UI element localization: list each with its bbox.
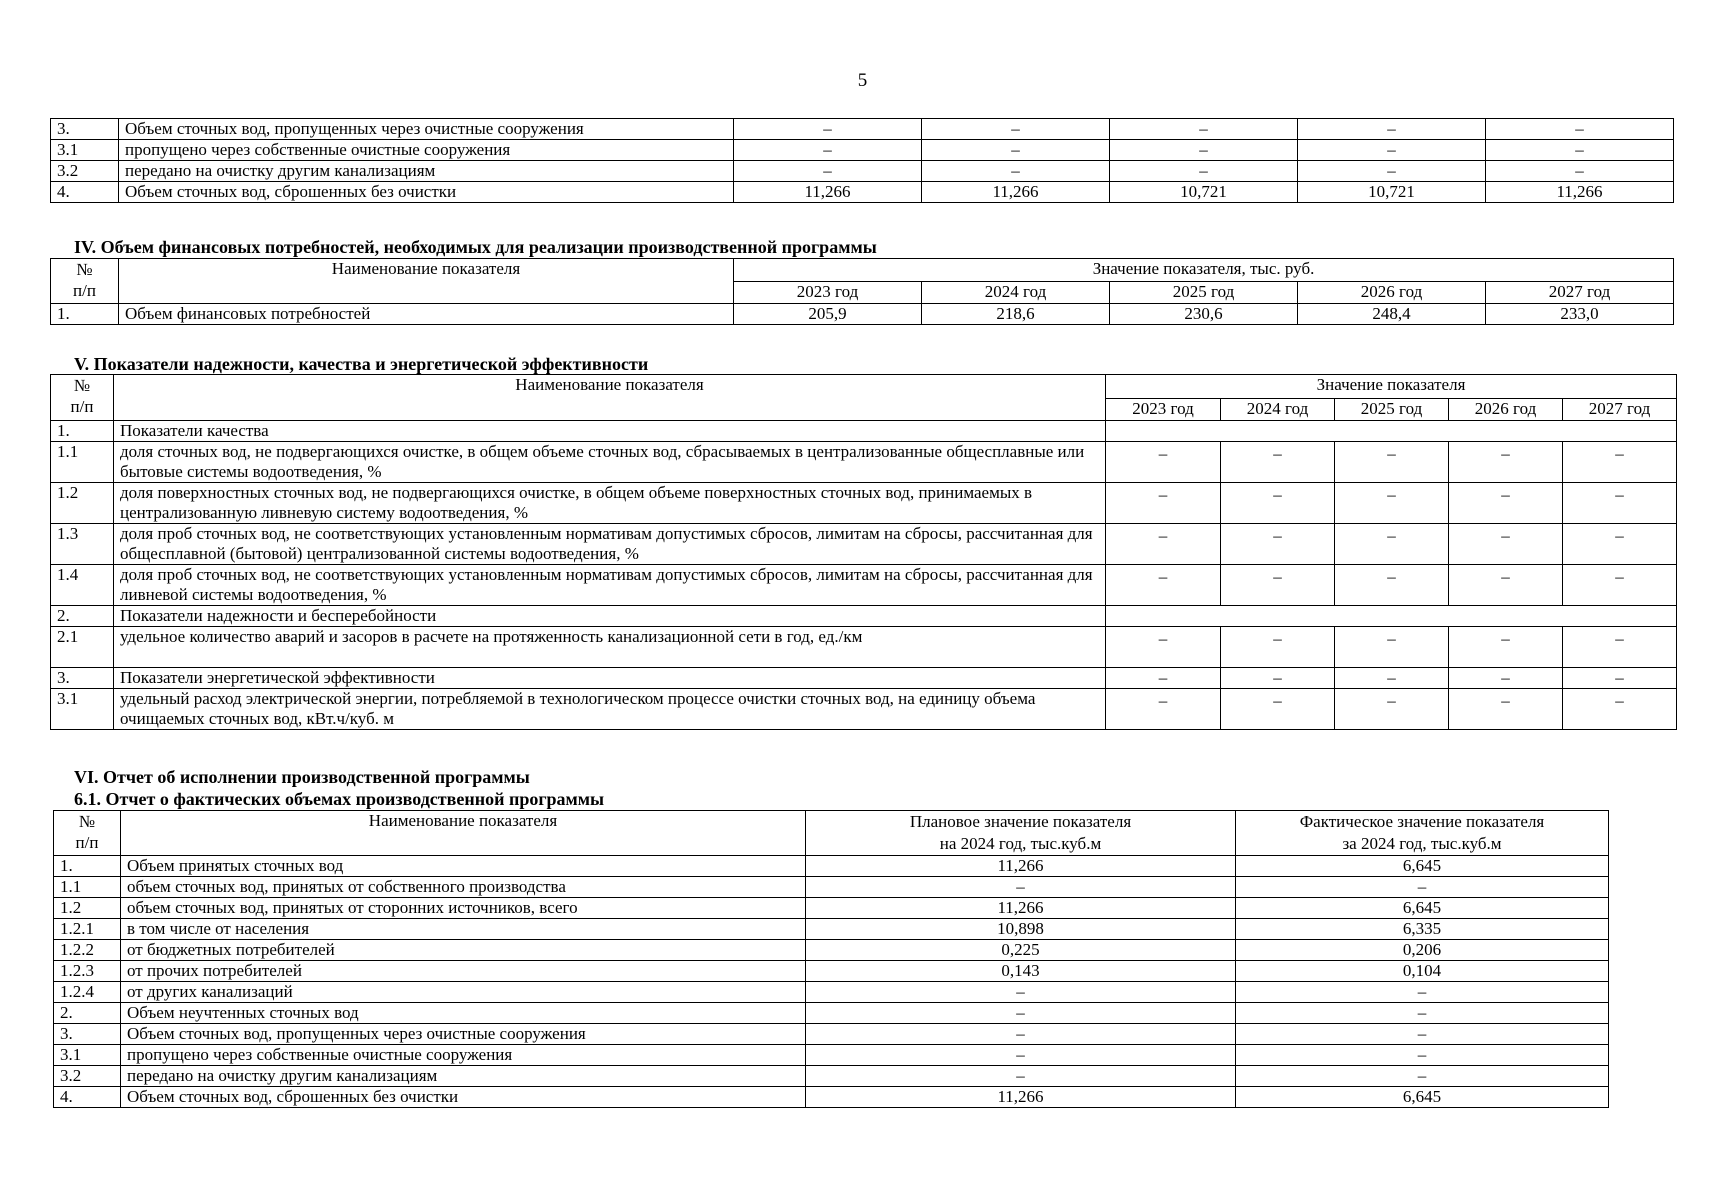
row-name: Показатели качества (114, 421, 1106, 442)
row-value: – (1110, 161, 1298, 182)
row-value: 11,266 (1486, 182, 1674, 203)
row-name: Объем финансовых потребностей (119, 304, 734, 325)
table-row (54, 856, 1609, 877)
row-value: 10,721 (1298, 182, 1486, 203)
header-number: № п/п (51, 375, 114, 421)
table-row (51, 119, 1674, 140)
row-value: – (1110, 119, 1298, 140)
table-row (54, 1024, 1609, 1045)
row-number: 3.2 (51, 161, 119, 182)
row-value: – (1335, 668, 1449, 689)
row-value: – (734, 119, 922, 140)
table-row (51, 161, 1674, 182)
row-value: 248,4 (1298, 304, 1486, 325)
row-plan-value: – (806, 1003, 1236, 1024)
row-value: – (1335, 524, 1449, 565)
table-row (54, 898, 1609, 919)
section-4-title: IV. Объем финансовых потребностей, необходимых для реализации производственной программы (74, 237, 877, 257)
row-value: – (1449, 524, 1563, 565)
table-row (54, 940, 1609, 961)
header-number: № п/п (54, 811, 121, 856)
row-number: 1.2.3 (54, 961, 121, 982)
section-6-title: VI. Отчет об исполнении производственной программы (74, 767, 530, 787)
row-value: – (1486, 119, 1674, 140)
row-plan-value: – (806, 1066, 1236, 1087)
row-number: 2. (54, 1003, 121, 1024)
row-value: – (1449, 627, 1563, 668)
row-number: 1. (54, 856, 121, 877)
row-number: 3.1 (51, 140, 119, 161)
row-value: – (1221, 483, 1335, 524)
row-name: доля сточных вод, не подвергающихся очистке, в общем объеме сточных вод, сбрасываемых в централизованные общесплавные или бытовые системы водоотведения, % (114, 442, 1106, 483)
row-value: 233,0 (1486, 304, 1674, 325)
row-plan-value: 10,898 (806, 919, 1236, 940)
row-value: – (734, 140, 922, 161)
row-name: пропущено через собственные очистные сооружения (119, 140, 734, 161)
row-name: доля проб сточных вод, не соответствующих установленным нормативам допустимых сбросов, лимитам на сбросы, рассчитанная для общесплавной (бытовой) централизованной системы водоотведения, % (114, 524, 1106, 565)
table-row (51, 668, 1677, 689)
table-row (54, 877, 1609, 898)
row-value-empty (1106, 421, 1677, 442)
row-value: – (1221, 565, 1335, 606)
table-row (54, 1045, 1609, 1066)
table-row (54, 1003, 1609, 1024)
header-year: 2025 год (1335, 399, 1449, 421)
row-name: от бюджетных потребителей (121, 940, 806, 961)
row-number: 2. (51, 606, 114, 627)
row-number: 4. (51, 182, 119, 203)
row-number: 3. (54, 1024, 121, 1045)
row-value: 218,6 (922, 304, 1110, 325)
table-row (51, 140, 1674, 161)
row-fact-value: 6,645 (1236, 1087, 1609, 1108)
row-name: от прочих потребителей (121, 961, 806, 982)
header-value: Значение показателя, тыс. руб. (734, 259, 1674, 282)
header-name: Наименование показателя (114, 375, 1106, 421)
row-fact-value: – (1236, 1045, 1609, 1066)
row-plan-value: – (806, 877, 1236, 898)
row-value: – (1563, 483, 1677, 524)
row-plan-value: – (806, 1024, 1236, 1045)
row-plan-value: – (806, 982, 1236, 1003)
table-row (51, 304, 1674, 325)
row-name: объем сточных вод, принятых от сторонних источников, всего (121, 898, 806, 919)
row-fact-value: 6,645 (1236, 898, 1609, 919)
table-row (51, 483, 1677, 524)
row-value: – (1563, 668, 1677, 689)
row-number: 1.2.4 (54, 982, 121, 1003)
table-row (54, 1066, 1609, 1087)
header-plan: Плановое значение показателя на 2024 год, тыс.куб.м (806, 811, 1236, 856)
row-number: 1.2.2 (54, 940, 121, 961)
header-name: Наименование показателя (119, 259, 734, 304)
header-year: 2024 год (1221, 399, 1335, 421)
row-value: – (1298, 161, 1486, 182)
row-value: – (1335, 689, 1449, 730)
row-name: Объем принятых сточных вод (121, 856, 806, 877)
section-6-subtitle: 6.1. Отчет о фактических объемах производственной программы (74, 789, 605, 809)
table-section-3-continued (50, 118, 1674, 203)
row-value: – (1298, 140, 1486, 161)
row-value: – (1221, 689, 1335, 730)
row-fact-value: 0,104 (1236, 961, 1609, 982)
row-name: удельный расход электрической энергии, потребляемой в технологическом процессе очистки сточных вод, на единицу объема очищаемых сточных вод, кВт.ч/куб. м (114, 689, 1106, 730)
row-value: – (1563, 565, 1677, 606)
header-year: 2025 год (1110, 282, 1298, 304)
row-value: 230,6 (1110, 304, 1298, 325)
table-row (51, 689, 1677, 730)
table-section-6 (53, 810, 1609, 1108)
row-fact-value: 6,335 (1236, 919, 1609, 940)
row-value: – (1486, 161, 1674, 182)
row-value: – (1563, 524, 1677, 565)
row-name: доля поверхностных сточных вод, не подвергающихся очистке, в общем объеме поверхностных сточных вод, принимаемых в централизованную ливневую систему водоотведения, % (114, 483, 1106, 524)
row-value: – (1106, 689, 1221, 730)
table-row (51, 442, 1677, 483)
row-value: – (922, 140, 1110, 161)
row-value: – (1449, 442, 1563, 483)
table-row (51, 565, 1677, 606)
row-name: передано на очистку другим канализациям (121, 1066, 806, 1087)
row-name: пропущено через собственные очистные сооружения (121, 1045, 806, 1066)
row-value: – (1563, 442, 1677, 483)
row-value: – (1106, 627, 1221, 668)
table-row (54, 919, 1609, 940)
row-plan-value: – (806, 1045, 1236, 1066)
row-value: 205,9 (734, 304, 922, 325)
row-value: – (1449, 668, 1563, 689)
row-value: 11,266 (734, 182, 922, 203)
page-number: 5 (857, 70, 868, 91)
row-number: 1.1 (54, 877, 121, 898)
row-name: передано на очистку другим канализациям (119, 161, 734, 182)
row-name: доля проб сточных вод, не соответствующих установленным нормативам допустимых сбросов, лимитам на сбросы, рассчитанная для ливневой системы водоотведения, % (114, 565, 1106, 606)
row-fact-value: – (1236, 1066, 1609, 1087)
row-value: – (734, 161, 922, 182)
row-number: 2.1 (51, 627, 114, 668)
table-row (54, 982, 1609, 1003)
row-value: – (1449, 689, 1563, 730)
row-number: 1.4 (51, 565, 114, 606)
row-value: – (1221, 442, 1335, 483)
row-number: 1. (51, 421, 114, 442)
row-plan-value: 11,266 (806, 1087, 1236, 1108)
row-value: – (922, 119, 1110, 140)
row-value: – (1563, 689, 1677, 730)
header-year: 2023 год (1106, 399, 1221, 421)
row-name: Объем сточных вод, сброшенных без очистки (119, 182, 734, 203)
row-value: – (1449, 565, 1563, 606)
row-name: объем сточных вод, принятых от собственного производства (121, 877, 806, 898)
row-number: 1. (51, 304, 119, 325)
row-name: Показатели энергетической эффективности (114, 668, 1106, 689)
row-value: – (1335, 442, 1449, 483)
row-value: – (1449, 483, 1563, 524)
row-value: 10,721 (1110, 182, 1298, 203)
row-value: – (1106, 565, 1221, 606)
row-value: – (1298, 119, 1486, 140)
row-name: Объем сточных вод, пропущенных через очистные сооружения (119, 119, 734, 140)
row-name: удельное количество аварий и засоров в расчете на протяженность канализационной сети в год, ед./км (114, 627, 1106, 668)
table-row (54, 961, 1609, 982)
row-number: 3. (51, 668, 114, 689)
table-row (54, 1087, 1609, 1108)
table-row (51, 524, 1677, 565)
table-row (51, 627, 1677, 668)
row-fact-value: – (1236, 1024, 1609, 1045)
row-value: – (1221, 524, 1335, 565)
row-fact-value: – (1236, 982, 1609, 1003)
row-plan-value: 11,266 (806, 856, 1236, 877)
header-number: № п/п (51, 259, 119, 304)
table-row (51, 182, 1674, 203)
row-name: Объем неучтенных сточных вод (121, 1003, 806, 1024)
table-section-4 (50, 258, 1674, 325)
header-year: 2027 год (1486, 282, 1674, 304)
row-value: – (1106, 483, 1221, 524)
row-value-empty (1106, 606, 1677, 627)
row-value: – (1221, 627, 1335, 668)
row-plan-value: 11,266 (806, 898, 1236, 919)
header-name: Наименование показателя (121, 811, 806, 856)
header-value: Значение показателя (1106, 375, 1677, 399)
header-year: 2027 год (1563, 399, 1677, 421)
table-row (51, 421, 1677, 442)
row-number: 3.1 (51, 689, 114, 730)
row-number: 4. (54, 1087, 121, 1108)
row-fact-value: 0,206 (1236, 940, 1609, 961)
header-year: 2026 год (1298, 282, 1486, 304)
row-number: 1.1 (51, 442, 114, 483)
row-number: 1.3 (51, 524, 114, 565)
row-value: 11,266 (922, 182, 1110, 203)
row-number: 1.2 (54, 898, 121, 919)
row-value: – (1335, 483, 1449, 524)
row-value: – (1563, 627, 1677, 668)
header-year: 2026 год (1449, 399, 1563, 421)
row-fact-value: – (1236, 1003, 1609, 1024)
row-number: 3.1 (54, 1045, 121, 1066)
row-name: Объем сточных вод, сброшенных без очистки (121, 1087, 806, 1108)
row-value: – (1335, 627, 1449, 668)
row-name: в том числе от населения (121, 919, 806, 940)
row-value: – (1221, 668, 1335, 689)
header-fact: Фактическое значение показателя за 2024 год, тыс.куб.м (1236, 811, 1609, 856)
row-plan-value: 0,225 (806, 940, 1236, 961)
row-name: Показатели надежности и бесперебойности (114, 606, 1106, 627)
row-value: – (1106, 442, 1221, 483)
header-year: 2023 год (734, 282, 922, 304)
row-number: 1.2.1 (54, 919, 121, 940)
row-number: 3. (51, 119, 119, 140)
row-fact-value: – (1236, 877, 1609, 898)
row-number: 3.2 (54, 1066, 121, 1087)
row-value: – (1335, 565, 1449, 606)
row-fact-value: 6,645 (1236, 856, 1609, 877)
table-row (51, 606, 1677, 627)
row-name: от других канализаций (121, 982, 806, 1003)
row-value: – (1106, 524, 1221, 565)
row-plan-value: 0,143 (806, 961, 1236, 982)
row-number: 1.2 (51, 483, 114, 524)
row-value: – (1486, 140, 1674, 161)
row-value: – (1110, 140, 1298, 161)
header-year: 2024 год (922, 282, 1110, 304)
table-section-5 (50, 374, 1677, 730)
row-value: – (1106, 668, 1221, 689)
row-value: – (922, 161, 1110, 182)
row-name: Объем сточных вод, пропущенных через очистные сооружения (121, 1024, 806, 1045)
section-5-title: V. Показатели надежности, качества и энергетической эффективности (74, 354, 649, 374)
